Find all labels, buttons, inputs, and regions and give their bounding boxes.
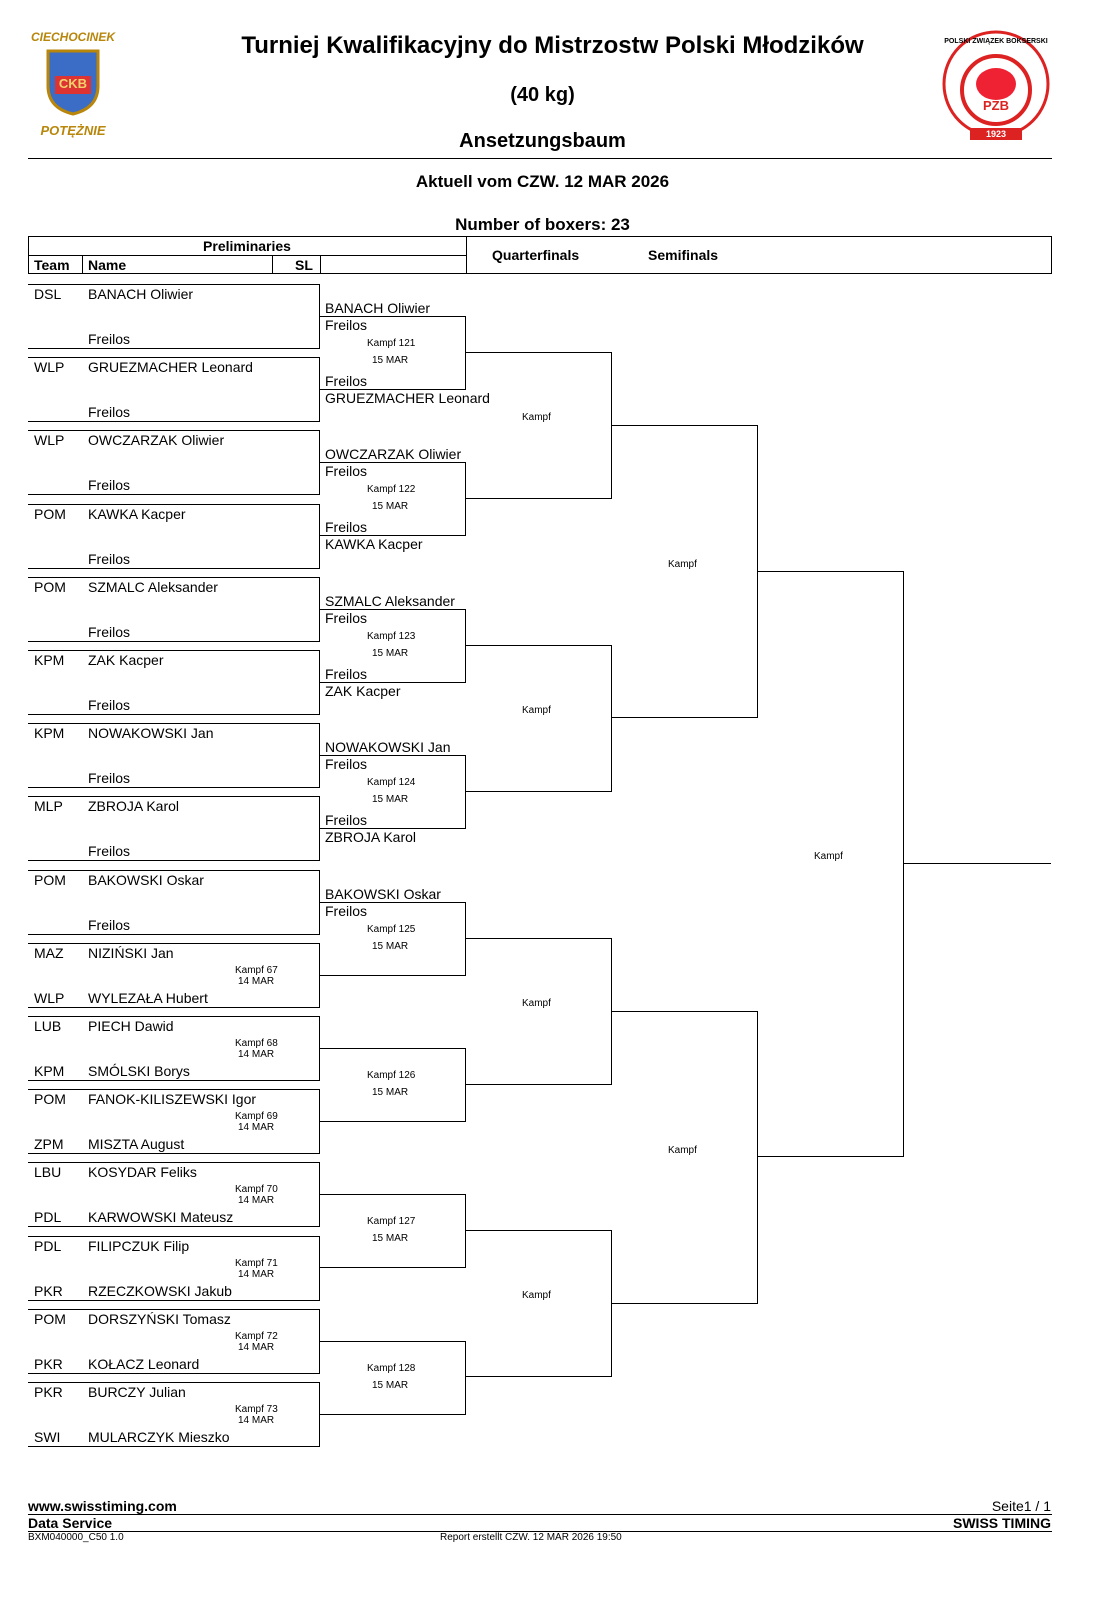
bout-number: Kampf 70 [235,1184,278,1195]
header-vline-1 [466,236,467,274]
r2-box-side-4 [465,902,466,976]
header-divider [28,255,466,256]
bye-label: Freilos [325,317,368,333]
prelim-box-top-11 [28,1089,320,1090]
boxer-name: RZECZKOWSKI Jakub [88,1283,232,1299]
footer-service: Data Service [28,1515,113,1531]
prelim-box-top-9 [28,943,320,944]
prelim-box-top-5 [28,650,320,651]
r2-box-side-1 [465,462,466,536]
boxer-name: DORSZYŃSKI Tomasz [88,1311,231,1327]
footer-brand: SWISS TIMING [953,1515,1051,1531]
boxer-name: MISZTA August [88,1136,185,1152]
boxer-name: GRUEZMACHER Leonard [325,390,490,406]
bout-date: 15 MAR [372,501,409,512]
prelim-box-bottom-12 [28,1226,320,1227]
sf-box-top-0 [612,425,758,426]
r2-box-side-6 [465,1194,466,1268]
bout-number: Kampf 124 [367,777,416,788]
prelim-box-bottom-0 [28,348,320,349]
prelim-box-bottom-2 [28,494,320,495]
team-code: PDL [34,1238,62,1254]
r2-box-side-0 [465,316,466,390]
boxer-name: KOŁACZ Leonard [88,1356,200,1372]
logo-right-pzb: PZB [983,98,1009,113]
boxer-name: NOWAKOWSKI Jan [325,739,451,755]
boxer-name: ZAK Kacper [88,652,164,668]
quarterfinals-header: Quarterfinals [492,247,580,263]
bout-number: Kampf 123 [367,631,416,642]
footer-report: Report erstellt CZW. 12 MAR 2026 19:50 [440,1532,622,1543]
team-code: KPM [34,725,65,741]
header-rule [28,158,1052,159]
logo-left-bottom-text: POTĘŻNIE [40,123,106,138]
qf-box-top-2 [466,938,612,939]
logo-right-year: 1923 [985,129,1007,139]
bout-number: Kampf 67 [235,965,278,976]
prelim-box-bottom-5 [28,714,320,715]
boxer-name: Freilos [88,331,131,347]
bout-date: 14 MAR [238,1342,275,1353]
r2-box-bottom-5 [320,1121,466,1122]
team-code: MLP [34,798,63,814]
date-line: Aktuell vom CZW. 12 MAR 2026 [415,172,670,191]
preliminaries-header: Preliminaries [203,238,291,254]
team-header: Team [34,257,70,273]
prelim-box-bottom-8 [28,934,320,935]
sf-box-top-1 [612,1011,758,1012]
qf-box-top-1 [466,645,612,646]
boxer-name: ZBROJA Karol [88,798,180,814]
boxer-name: BANACH Oliwier [88,286,194,302]
r2-box-top-7 [320,1341,466,1342]
boxer-name: Freilos [88,404,131,420]
qf-bout-label: Kampf [522,1290,551,1301]
prelim-box-bottom-13 [28,1300,320,1301]
boxer-name: KAWKA Kacper [325,536,423,552]
prelim-box-bottom-4 [28,641,320,642]
boxer-name: GRUEZMACHER Leonard [88,359,253,375]
prelim-box-top-7 [28,796,320,797]
r2-box-top-6 [320,1194,466,1195]
boxer-name: SZMALC Aleksander [88,579,218,595]
boxer-name: BURCZY Julian [88,1384,186,1400]
team-code: WLP [34,359,65,375]
sf-box-side-1 [757,1011,758,1304]
bye-label: Freilos [325,903,368,919]
prelim-box-bottom-14 [28,1373,320,1374]
r2-box-side-7 [465,1341,466,1415]
bout-number: Kampf 72 [235,1331,278,1342]
subtitle: Ansetzungsbaum [459,130,626,152]
boxer-name: Freilos [88,917,131,933]
footer-rule-1 [28,1514,1052,1515]
bout-number: Kampf 126 [367,1070,416,1081]
boxer-name: ZBROJA Karol [325,829,417,845]
qf-box-bottom-2 [466,1084,612,1085]
footer-page: Seite1 / 1 [991,1498,1051,1514]
prelim-box-top-2 [28,430,320,431]
qf-box-bottom-3 [466,1376,612,1377]
r2-box-bottom-4 [320,975,466,976]
sl-header: SL [295,257,313,273]
bye-label: Freilos [325,756,368,772]
team-code: PKR [34,1283,63,1299]
team-code: LUB [34,1018,62,1034]
r2-box-side-2 [465,609,466,683]
boxer-name: MULARCZYK Mieszko [88,1429,230,1445]
bout-date: 14 MAR [238,1122,275,1133]
team-code: POM [34,872,66,888]
boxer-name: OWCZARZAK Oliwier [325,446,462,462]
page-title: Turniej Kwalifikacyjny do Mistrzostw Polski Młodzików [241,32,864,59]
r2-box-bottom-6 [320,1267,466,1268]
boxer-name: ZAK Kacper [325,683,401,699]
bout-date: 15 MAR [372,1087,409,1098]
prelim-box-top-3 [28,504,320,505]
team-code: POM [34,1311,66,1327]
r2-box-side-3 [465,755,466,829]
footer-website[interactable]: www.swisstiming.com [28,1498,177,1514]
bye-label: Freilos [325,610,368,626]
team-code: ZPM [34,1136,64,1152]
prelim-box-bottom-6 [28,787,320,788]
prelim-box-top-13 [28,1236,320,1237]
boxer-name: Freilos [88,551,131,567]
team-code: PDL [34,1209,62,1225]
bout-date: 14 MAR [238,976,275,987]
weight-class: (40 kg) [510,84,575,106]
bout-number: Kampf 71 [235,1258,278,1269]
team-code: POM [34,579,66,595]
boxer-name: FILIPCZUK Filip [88,1238,190,1254]
qf-bout-label: Kampf [522,705,551,716]
bout-date: 15 MAR [372,941,409,952]
bout-number: Kampf 128 [367,1363,416,1374]
prelim-box-side-13 [319,1236,320,1301]
qf-box-top-3 [466,1230,612,1231]
qf-box-bottom-1 [466,791,612,792]
prelim-box-bottom-1 [28,421,320,422]
bye-label: Freilos [325,463,368,479]
qf-bout-label: Kampf [522,412,551,423]
sf-box-bottom-1 [612,1303,758,1304]
logo-left-mid-text: CKB [58,76,88,91]
boxer-name: NIZIŃSKI Jan [88,945,174,961]
team-code: POM [34,506,66,522]
bye-label: Freilos [325,373,368,389]
boxer-name: NOWAKOWSKI Jan [88,725,214,741]
sf-box-bottom-0 [612,717,758,718]
bout-date: 14 MAR [238,1415,275,1426]
team-code: POM [34,1091,66,1107]
boxer-name: Freilos [88,770,131,786]
bout-date: 15 MAR [372,1233,409,1244]
final-box-bottom [758,1156,904,1157]
r2-box-top-5 [320,1048,466,1049]
boxer-name: BAKOWSKI Oskar [88,872,204,888]
team-code: KPM [34,1063,65,1079]
semifinals-header: Semifinals [648,247,719,263]
boxer-name: BAKOWSKI Oskar [325,886,441,902]
r2-box-bottom-7 [320,1414,466,1415]
boxer-name: SZMALC Aleksander [325,593,455,609]
name-header: Name [88,257,127,273]
prelim-box-bottom-10 [28,1080,320,1081]
prelim-box-side-3 [319,504,320,569]
team-code: SWI [34,1429,61,1445]
logo-right-arc-text: POLSKI ZWIĄZEK BOKSERSKI [944,38,1048,45]
final-box-side [903,571,904,1157]
prelim-box-top-14 [28,1309,320,1310]
qf-bout-label: Kampf [522,998,551,1009]
bout-date: 14 MAR [238,1049,275,1060]
bout-date: 14 MAR [238,1195,275,1206]
bye-label: Freilos [325,812,368,828]
qf-box-top-0 [466,352,612,353]
sf-bout-label: Kampf [668,1145,697,1156]
prelim-box-bottom-3 [28,568,320,569]
final-bout-label: Kampf [814,851,843,862]
bye-label: Freilos [325,666,368,682]
header-vline-2 [82,255,83,274]
prelim-box-top-15 [28,1382,320,1383]
bout-number: Kampf 125 [367,924,416,935]
prelim-box-top-8 [28,870,320,871]
boxer-name: Freilos [88,624,131,640]
team-code: PKR [34,1356,63,1372]
winner-line [904,863,1051,864]
bout-date: 15 MAR [372,355,409,366]
prelim-box-bottom-15 [28,1446,320,1447]
sf-bout-label: Kampf [668,559,697,570]
bout-number: Kampf 73 [235,1404,278,1415]
team-code: KPM [34,652,65,668]
bout-date: 14 MAR [238,1269,275,1280]
bye-label: Freilos [325,519,368,535]
bout-number: Kampf 69 [235,1111,278,1122]
prelim-box-bottom-11 [28,1153,320,1154]
bout-date: 15 MAR [372,648,409,659]
bout-number: Kampf 122 [367,484,416,495]
prelim-box-bottom-7 [28,860,320,861]
bout-date: 15 MAR [372,794,409,805]
boxer-name: FANOK-KILISZEWSKI Igor [88,1091,257,1107]
bout-number: Kampf 121 [367,338,416,349]
boxers-count: Number of boxers: 23 [455,215,630,234]
boxer-name: OWCZARZAK Oliwier [88,432,225,448]
prelim-box-top-4 [28,577,320,578]
footer-code: BXM040000_C50 1.0 [28,1532,124,1543]
final-box-top [758,571,904,572]
boxer-name: PIECH Dawid [88,1018,174,1034]
prelim-box-top-10 [28,1016,320,1017]
team-code: PKR [34,1384,63,1400]
bout-date: 15 MAR [372,1380,409,1391]
header-vline-4 [320,255,321,274]
prelim-box-top-6 [28,723,320,724]
boxer-name: KARWOWSKI Mateusz [88,1209,234,1225]
boxer-name: WYLEZAŁA Hubert [88,990,208,1006]
prelim-box-bottom-9 [28,1007,320,1008]
qf-box-side-1 [611,645,612,792]
boxer-name: SMÓLSKI Borys [88,1063,190,1079]
boxer-name: BANACH Oliwier [325,300,431,316]
boxer-name: KOSYDAR Feliks [88,1164,197,1180]
team-code: DSL [34,286,62,302]
qf-box-bottom-0 [466,498,612,499]
boxer-name: Freilos [88,477,131,493]
prelim-box-top-0 [28,284,320,285]
logo-left-top-text: CIECHOCINEK [30,30,115,44]
team-code: MAZ [34,945,64,961]
prelim-box-top-12 [28,1162,320,1163]
bout-number: Kampf 127 [367,1216,416,1227]
boxer-name: Freilos [88,697,131,713]
team-code: WLP [34,432,65,448]
team-code: WLP [34,990,65,1006]
prelim-box-top-1 [28,357,320,358]
boxer-name: KAWKA Kacper [88,506,186,522]
bout-number: Kampf 68 [235,1038,278,1049]
r2-box-side-5 [465,1048,466,1122]
boxer-name: Freilos [88,843,131,859]
team-code: LBU [34,1164,62,1180]
header-vline-3 [272,255,273,274]
